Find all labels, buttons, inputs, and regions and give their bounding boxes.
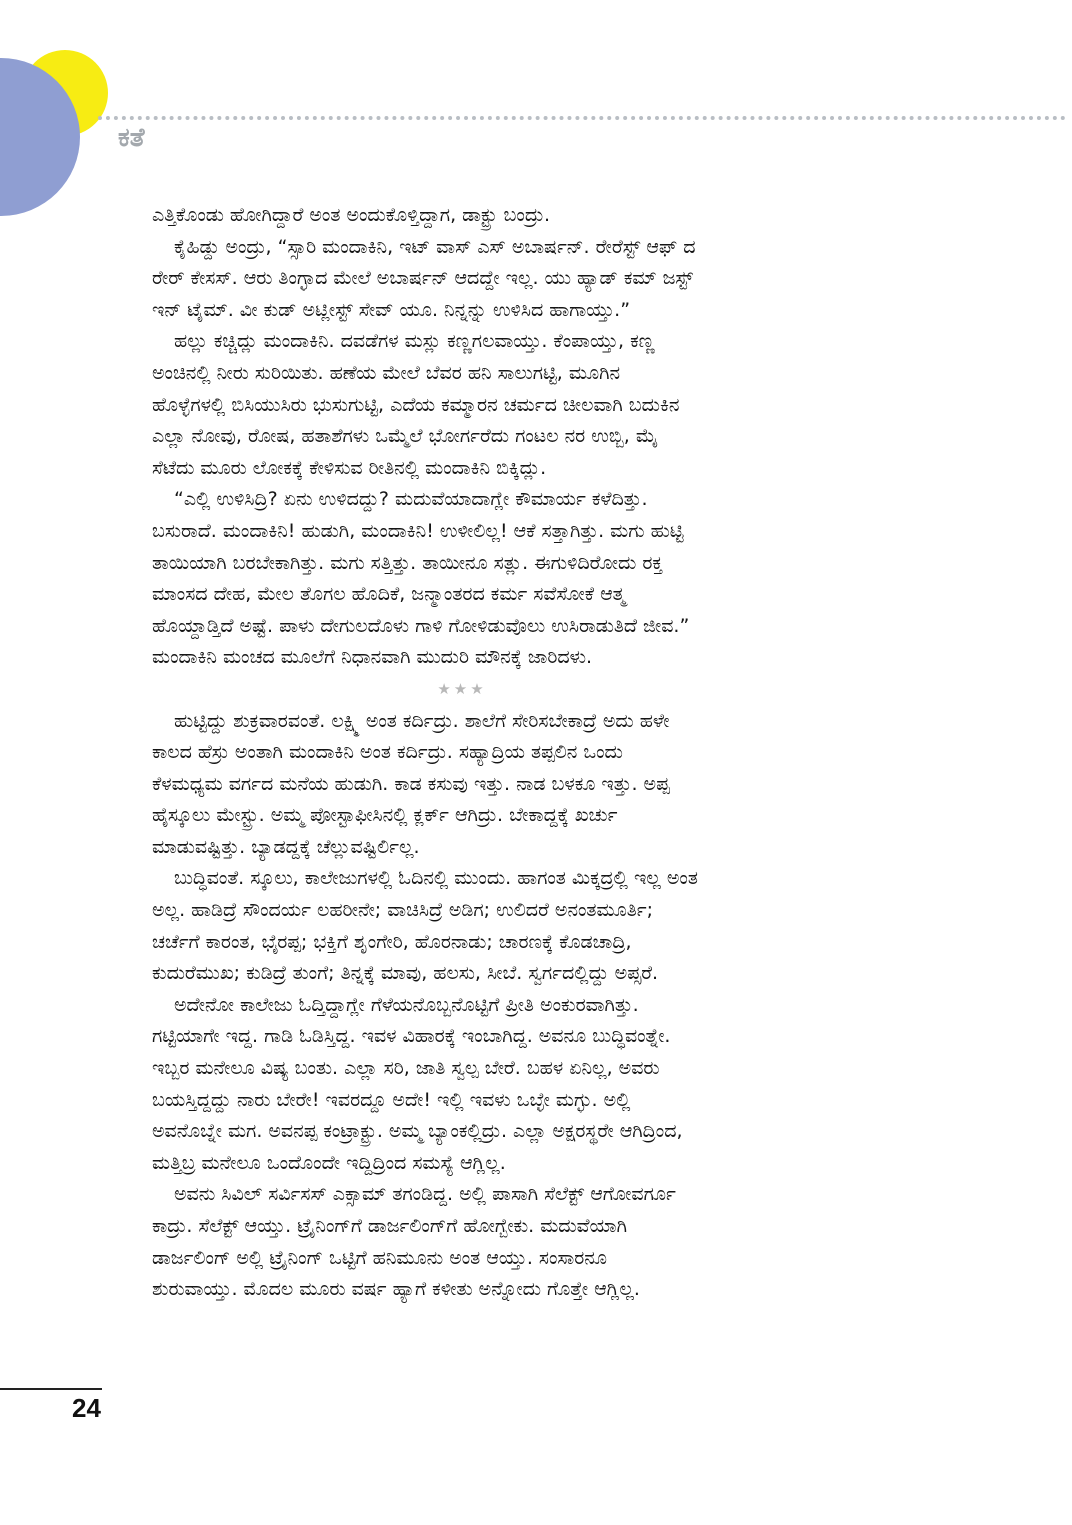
text-line: ಗಟ್ಟಿಯಾಗೇ ಇದ್ದ. ಗಾಡಿ ಓಡಿಸ್ತಿದ್ದ. ಇವಳ ವಿಹಾರಕ್ಕೆ ಇಂಬಾಗಿದ್ದ. ಅವನೂ ಬುದ್ಧಿವಂತ್ನೇ. <box>152 1025 671 1048</box>
text-line: ಮಂದಾಕಿನಿ ಮಂಚದ ಮೂಲೆಗೆ ನಿಧಾನವಾಗಿ ಮುದುರಿ ಮೌನಕ್ಕೆ ಜಾರಿದಳು. <box>152 646 593 669</box>
story-body <box>152 200 912 1306</box>
text-line: ಕಾದ್ರು. ಸೆಲೆಕ್ಟ್ ಆಯ್ತು. ಟ್ರೈನಿಂಗ್‌ಗೆ ಡಾರ್ಜಲಿಂಗ್‌ಗೆ ಹೋಗ್ಬೇಕು. ಮದುವೆಯಾಗಿ <box>152 1215 628 1237</box>
text-line: ಕೈಹಿಡ್ದು ಅಂದ್ರು, “ಸ್ಸಾರಿ ಮಂದಾಕಿನಿ, ಇಟ್ ವಾಸ್ ಎಸ್ ಅಬಾರ್ಷನ್. ರೇರೆಸ್ಟ್ ಆಫ್ ದ <box>174 235 696 258</box>
text-line: ಕಾಲದ ಹೆಸ್ರು ಅಂತಾಗಿ ಮಂದಾಕಿನಿ ಅಂತ ಕರ್ದಿದ್ರು. ಸಹ್ಯಾದ್ರಿಯ ತಪ್ಪಲಿನ ಒಂದು <box>152 741 623 764</box>
text-line: ಅಲ್ಲ. ಹಾಡಿದ್ರೆ ಸೌಂದರ್ಯ ಲಹರೀನೇ; ವಾಚಿಸಿದ್ರೆ ಅಡಿಗ; ಉಲಿದರೆ ಅನಂತಮೂರ್ತಿ; <box>152 899 654 922</box>
page-number: 24 <box>72 1393 101 1423</box>
footer-rule <box>0 1388 102 1390</box>
text-line: ಎಲ್ಲಾ ನೋವು, ರೋಷ, ಹತಾಶೆಗಳು ಒಮ್ಮೆಲೆ ಭೋರ್ಗರೆದು ಗಂಟಲ ನರ ಉಬ್ಬಿ, ಮೈ <box>152 425 658 448</box>
text-line: ಮಾಂಸದ ದೇಹ, ಮೇಲ ತೊಗಲ ಹೊದಿಕೆ, ಜನ್ಮಾಂತರದ ಕರ್ಮ ಸವೆಸೋಕೆ ಆತ್ಮ <box>152 583 626 606</box>
text-line: ಬುದ್ಧಿವಂತೆ. ಸ್ಕೂಲು, ಕಾಲೇಜುಗಳಲ್ಲಿ ಓದಿನಲ್ಲಿ ಮುಂದು. ಹಾಗಂತ ಮಿಕ್ಕದ್ರಲ್ಲಿ ಇಲ್ಲ ಅಂತ <box>174 867 698 890</box>
text-line: ಅದೇನೋ ಕಾಲೇಜು ಓದ್ತಿದ್ದಾಗ್ಲೇ ಗೆಳೆಯನೊಬ್ಬನೊಟ್ಟಿಗೆ ಪ್ರೀತಿ ಅಂಕುರವಾಗಿತ್ತು. <box>174 993 639 1016</box>
text-line: ಚರ್ಚೆಗೆ ಕಾರಂತ, ಭೈರಪ್ಪ; ಭಕ್ತಿಗೆ ಶೃಂಗೇರಿ, ಹೊರನಾಡು; ಚಾರಣಕ್ಕೆ ಕೊಡಚಾದ್ರಿ, <box>152 930 632 953</box>
text-line: ಹೊಳ್ಳೆಗಳಲ್ಲಿ ಬಿಸಿಯುಸಿರು ಭುಸುಗುಟ್ಟಿ, ಎದೆಯ ಕಮ್ಮಾರನ ಚರ್ಮದ ಚೀಲವಾಗಿ ಬದುಕಿನ <box>152 393 680 416</box>
text-line: ಮಾಡುವಷ್ಟಿತ್ತು. ಬ್ಯಾಡದ್ದಕ್ಕೆ ಚೆಲ್ಲುವಷ್ಟಿರ್ಲಿಲ್ಲ. <box>152 835 420 858</box>
text-line: ಅಂಚಿನಲ್ಲಿ ನೀರು ಸುರಿಯಿತು. ಹಣೆಯ ಮೇಲೆ ಬೆವರ ಹನಿ ಸಾಲುಗಟ್ಟಿ, ಮೂಗಿನ <box>152 361 621 384</box>
section-label: ಕತೆ <box>118 123 145 153</box>
text-line: ಹಲ್ಲು ಕಚ್ಚಿದ್ಲು ಮಂದಾಕಿನಿ. ದವಡೆಗಳ ಮಸ್ಲು ಕಣ್ಣಗಲವಾಯ್ತು. ಕೆಂಪಾಯ್ತು, ಕಣ್ಣ <box>174 330 655 353</box>
text-line: ಶುರುವಾಯ್ತು. ಮೊದಲ ಮೂರು ವರ್ಷ ಹ್ಯಾಗೆ ಕಳೀತು ಅನ್ನೋದು ಗೊತ್ತೇ ಆಗ್ಲಿಲ್ಲ. <box>152 1278 640 1301</box>
section-separator: ★★★ <box>437 679 487 698</box>
text-line: ಹುಟ್ಟಿದ್ದು ಶುಕ್ರವಾರವಂತೆ. ಲಕ್ಷ್ಮಿ ಅಂತ ಕರ್ದಿದ್ರು. ಶಾಲೆಗೆ ಸೇರಿಸಬೇಕಾದ್ರೆ ಅದು ಹಳೇ <box>174 709 670 732</box>
text-line: ಅವನೊಬ್ನೇ ಮಗ. ಅವನಪ್ಪ ಕಂಟ್ರಾಕ್ಟ್ರು. ಅಮ್ಮ ಬ್ಯಾಂಕಲ್ಲಿದ್ರು. ಎಲ್ಲಾ ಅಕ್ಷರಸ್ಥರೇ ಆಗಿದ್ರಿಂದ, <box>152 1120 683 1143</box>
text-line: ಹೈಸ್ಕೂಲು ಮೇಸ್ಟ್ರು. ಅಮ್ಮ ಪೋಸ್ಟಾಫೀಸಿನಲ್ಲಿ ಕ್ಲರ್ಕ್ ಆಗಿದ್ರು. ಬೇಕಾದ್ದಕ್ಕೆ ಖರ್ಚು <box>152 804 618 827</box>
text-line: ಕುದುರೆಮುಖ; ಕುಡಿದ್ರೆ ತುಂಗೆ; ತಿನ್ನಕ್ಕೆ ಮಾವು, ಹಲಸು, ಸೀಬೆ. ಸ್ವರ್ಗದಲ್ಲಿದ್ದು ಅಪ್ಸರೆ. <box>152 962 659 985</box>
text-line: ಡಾರ್ಜಲಿಂಗ್ ಅಲ್ಲಿ ಟ್ರೈನಿಂಗ್ ಒಟ್ಟಿಗೆ ಹನಿಮೂನು ಅಂತ ಆಯ್ತು. ಸಂಸಾರನೂ <box>152 1246 607 1269</box>
text-line: ಇಬ್ಬರ ಮನೇಲೂ ವಿಷ್ಯ ಬಂತು. ಎಲ್ಲಾ ಸರಿ, ಜಾತಿ ಸ್ವಲ್ಪ ಬೇರೆ. ಬಹಳ ಏನಿಲ್ಲ, ಅವರು <box>152 1057 660 1080</box>
text-line: ಇನ್ ಟೈಮ್. ವೀ ಕುಡ್ ಅಟ್ಲೀಸ್ಟ್ ಸೇವ್ ಯೂ. ನಿನ್ನನ್ನು ಉಳಿಸಿದ ಹಾಗಾಯ್ತು.” <box>152 298 631 321</box>
text-line: ಬಯಸ್ತಿದ್ದದ್ದು ನಾರು ಬೇರೇ! ಇವರದ್ದೂ ಅದೇ! ಇಲ್ಲಿ ಇವಳು ಒಬ್ಳೇ ಮಗ್ಳು. ಅಲ್ಲಿ <box>152 1088 631 1111</box>
text-line: ಅವನು ಸಿವಿಲ್ ಸರ್ವಿಸಸ್ ಎಕ್ಸಾಮ್ ತಗಂಡಿದ್ದ. ಅಲ್ಲಿ ಪಾಸಾಗಿ ಸೆಲೆಕ್ಟ್ ಆಗೋವರ್ಗೂ <box>174 1183 676 1206</box>
dotted-header-rule <box>98 116 1066 120</box>
text-line: ಮತ್ತಿಬ್ರ ಮನೇಲೂ ಒಂದೊಂದೇ ಇದ್ದಿದ್ರಿಂದ ಸಮಸ್ಯೆ ಆಗ್ಲಿಲ್ಲ. <box>152 1151 506 1174</box>
story-part-1 <box>152 200 912 674</box>
text-line: ಬಸುರಾದೆ. ಮಂದಾಕಿನಿ! ಹುಡುಗಿ, ಮಂದಾಕಿನಿ! ಉಳೀಲಿಲ್ಲ! ಆಕೆ ಸತ್ತಾಗಿತ್ತು. ಮಗು ಹುಟ್ಟಿ <box>152 519 684 542</box>
text-line: ತಾಯಿಯಾಗಿ ಬರಬೇಕಾಗಿತ್ತು. ಮಗು ಸತ್ತಿತ್ತು. ತಾಯೀನೂ ಸತ್ಲು. ಈಗುಳಿದಿರೋದು ರಕ್ತ <box>152 551 663 574</box>
text-line: “ಎಲ್ಲಿ ಉಳಿಸಿದ್ರಿ? ಏನು ಉಳಿದದ್ದು? ಮದುವೆಯಾದಾಗ್ಲೇ ಕೌಮಾರ್ಯ ಕಳೆದಿತ್ತು. <box>174 488 648 511</box>
text-line: ರೇರ್ ಕೇಸಸ್. ಆರು ತಿಂಗ್ಳಾದ ಮೇಲೆ ಅಬಾರ್ಷನ್ ಆದದ್ದೇ ಇಲ್ಲ. ಯು ಹ್ಯಾಡ್ ಕಮ್ ಜಸ್ಟ್ <box>152 267 694 290</box>
text-line: ಹೊಯ್ದಾಡ್ತಿದೆ ಅಷ್ಟೆ. ಪಾಳು ದೇಗುಲದೊಳು ಗಾಳಿ ಗೋಳಿಡುವೊಲು ಉಸಿರಾಡುತಿದೆ ಜೀವ.” <box>152 614 690 637</box>
text-line: ಸೆಟೆದು ಮೂರು ಲೋಕಕ್ಕೆ ಕೇಳಿಸುವ ರೀತಿನಲ್ಲಿ ಮಂದಾಕಿನಿ ಬಿಕ್ಕಿದ್ಲು. <box>152 456 547 479</box>
text-line: ಕೆಳಮಧ್ಯಮ ವರ್ಗದ ಮನೆಯ ಹುಡುಗಿ. ಕಾಡ ಕಸುವು ಇತ್ತು. ನಾಡ ಬಳಕೂ ಇತ್ತು. ಅಪ್ಪ <box>152 772 670 795</box>
story-part-2 <box>152 706 912 1306</box>
text-line: ಎತ್ತಿಕೊಂಡು ಹೋಗಿದ್ದಾರೆ ಅಂತ ಅಂದುಕೊಳ್ತಿದ್ದಾಗ, ಡಾಕ್ಟ್ರು ಬಂದ್ರು. <box>152 204 551 226</box>
